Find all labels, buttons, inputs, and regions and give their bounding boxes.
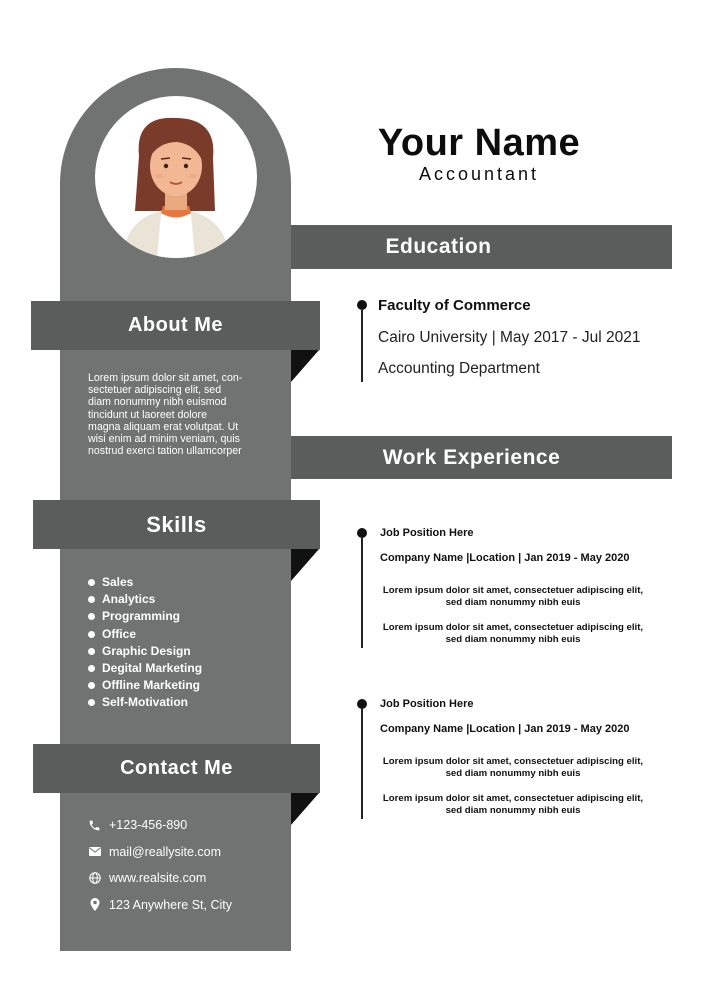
envelope-icon [88, 845, 101, 858]
bullet-icon [88, 682, 95, 689]
contact-address [88, 892, 232, 919]
job-description [375, 793, 651, 816]
about-line: nostrud exerci tation ullamcorper [88, 445, 242, 458]
education-university: Cairo University | May 2017 - Jul 2021 [378, 329, 641, 346]
skill-label: Sales [102, 575, 134, 589]
skill-label: Offline Marketing [102, 678, 201, 693]
about-line: tincidunt ut laoreet dolore [88, 408, 207, 421]
skill-label: Analytics [102, 592, 156, 607]
contact-list [88, 812, 232, 918]
about-line: diam nonummy nibh euismod [88, 396, 227, 409]
website-link[interactable]: www.realsite.com [109, 871, 207, 886]
woman-avatar-illustration [95, 96, 257, 258]
skill-item [88, 677, 202, 694]
skills-list [88, 574, 202, 712]
job-description-line: sed diam nonummy nibh euis [445, 804, 581, 816]
timeline-line [361, 310, 363, 382]
person-role: Accountant [418, 164, 540, 184]
timeline-dot [357, 528, 367, 538]
job-description-line: Lorem ipsum dolor sit amet, consectetuer adipiscing elit, [382, 585, 644, 596]
contact-me-heading: Contact Me [33, 744, 320, 793]
job-company: Company Name |Location | Jan 2019 - May 2020 [380, 552, 630, 564]
skill-item [88, 626, 202, 643]
person-name: Your Name [377, 122, 581, 164]
job-company: Company Name |Location | Jan 2019 - May 2020 [380, 723, 630, 735]
job-description-line: Lorem ipsum dolor sit amet, consectetuer adipiscing elit, [382, 622, 644, 633]
ribbon-fold [291, 350, 319, 382]
job-description-line: sed diam nonummy nibh euis [445, 767, 581, 779]
bullet-icon [88, 665, 95, 672]
job-description-line: Lorem ipsum dolor sit amet, consectetuer adipiscing elit, [382, 756, 644, 767]
timeline-dot [357, 699, 367, 709]
ribbon-fold [291, 793, 319, 825]
skill-item [88, 660, 202, 677]
skill-item [88, 591, 202, 608]
contact-email [88, 839, 232, 866]
about-line: sectetuer adipiscing elit, sed [88, 384, 222, 397]
skills-heading: Skills [33, 500, 320, 549]
timeline-line [361, 538, 363, 648]
skill-label: Office [102, 626, 137, 641]
bullet-icon [88, 631, 95, 638]
skill-item [88, 694, 202, 711]
timeline-dot [357, 300, 367, 310]
about-me-text [88, 372, 278, 457]
globe-icon [88, 872, 101, 885]
skill-item [88, 574, 202, 591]
phone-text[interactable]: +123-456-890 [109, 818, 188, 833]
ribbon-fold [291, 549, 319, 581]
skill-label: Graphic Design [102, 643, 191, 658]
bullet-icon [88, 648, 95, 655]
education-faculty: Faculty of Commerce [378, 297, 531, 314]
job-position: Job Position Here [380, 527, 474, 539]
job-description [375, 756, 651, 779]
about-line: Lorem ipsum dolor sit amet, con- [88, 372, 243, 384]
address-text: 123 Anywhere St, City [109, 897, 232, 912]
skill-label: Programming [102, 609, 181, 624]
profile-avatar [95, 96, 257, 258]
phone-icon [88, 819, 101, 832]
work-experience-title: Work Experience [382, 445, 561, 469]
education-heading [291, 225, 672, 269]
work-experience-heading [291, 436, 672, 479]
location-pin-icon [88, 898, 101, 911]
about-line: magna aliquam erat volutpat. Ut [88, 420, 239, 433]
contact-phone [88, 812, 232, 839]
skill-label: Self-Motivation [102, 695, 188, 710]
job-description [375, 622, 651, 645]
about-me-heading: About Me [31, 301, 320, 350]
timeline-line [361, 709, 363, 819]
education-department: Accounting Department [378, 360, 540, 377]
job-description [375, 585, 651, 608]
education-title: Education [385, 235, 492, 258]
job-position: Job Position Here [380, 698, 474, 710]
job-description-line: sed diam nonummy nibh euis [445, 596, 581, 608]
bullet-icon [88, 699, 95, 706]
job-description-line: Lorem ipsum dolor sit amet, consectetuer adipiscing elit, [382, 793, 644, 804]
skill-item [88, 608, 202, 625]
skill-label: Degital Marketing [102, 660, 203, 675]
bullet-icon [88, 579, 95, 586]
skill-item [88, 643, 202, 660]
email-link[interactable]: mail@reallysite.com [109, 844, 222, 859]
bullet-icon [88, 613, 95, 620]
contact-website [88, 865, 232, 892]
bullet-icon [88, 596, 95, 603]
about-line: wisi enim ad minim veniam, quis [88, 433, 240, 446]
job-description-line: sed diam nonummy nibh euis [445, 633, 581, 645]
